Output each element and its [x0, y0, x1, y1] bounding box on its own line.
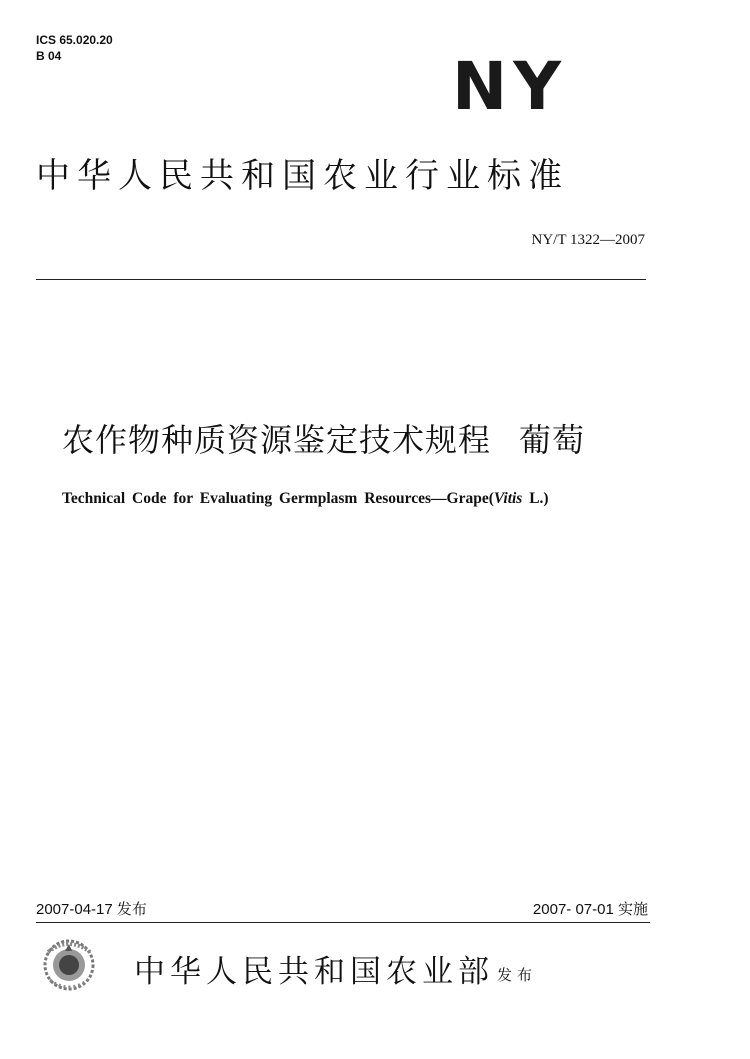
issue-date: 2007-04-17 发布	[36, 901, 147, 918]
footer-divider	[36, 922, 650, 923]
standard-category-title: 中华人民共和国农业行业标准	[36, 156, 569, 196]
standard-number: NY/T 1322—2007	[531, 232, 645, 248]
title-main: 农作物种质资源鉴定技术规程	[62, 421, 492, 459]
ministry-emblem-icon	[36, 934, 102, 994]
document-title-english	[62, 490, 682, 508]
issuing-authority: 中华人民共和国农业部	[134, 954, 494, 990]
classification-codes	[36, 32, 113, 64]
implementation-date: 2007- 07-01 实施	[532, 901, 648, 918]
ics-code: ICS 65.020.20	[36, 33, 113, 47]
title-en-suffix: L.)	[522, 490, 549, 507]
document-title-chinese	[62, 420, 682, 460]
header-divider	[36, 279, 646, 280]
title-en-prefix: Technical Code for Evaluating Germplasm Resources—Grape(	[62, 490, 494, 507]
title-en-latin: Vitis	[493, 490, 523, 507]
title-crop: 葡萄	[519, 421, 586, 459]
ny-standard-mark: NY	[452, 48, 568, 125]
issuing-label: 发布	[497, 966, 538, 984]
ccs-code: B 04	[36, 49, 62, 63]
